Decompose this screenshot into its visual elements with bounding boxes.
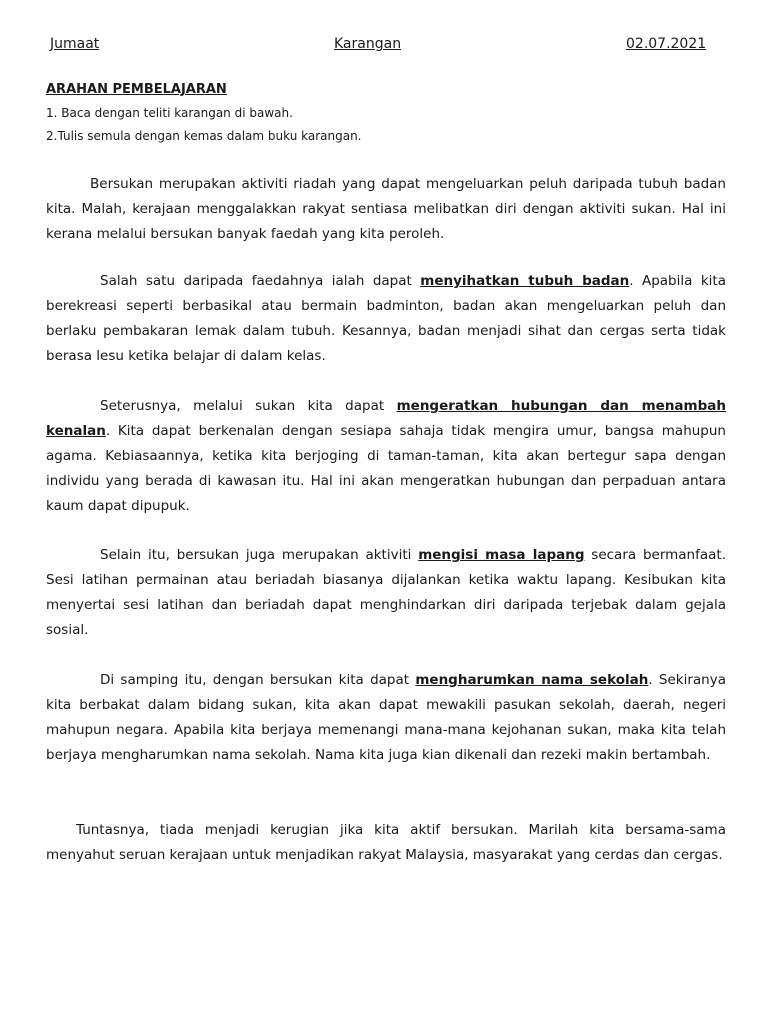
header-date: 02.07.2021 xyxy=(626,36,707,52)
paragraph-text-after: secara bermanfaat. Sesi latihan permainan atau beriadah biasanya dijalankan ketika waktu lapang. Kesibukan kita menyertai sesi latihan dan beriadah dapat menghindarkan diri daripada terjebak dalam gejala sosial. xyxy=(46,547,726,638)
essay-paragraph-school xyxy=(46,668,726,768)
essay-paragraph-leisure xyxy=(46,543,726,643)
essay-intro-paragraph: Bersukan merupakan aktiviti riadah yang dapat mengeluarkan peluh daripada tubuh badan kita. Malah, kerajaan menggalakkan rakyat sentiasa melibatkan diri dengan aktiviti sukan. Hal ini kerana melalui bersukan banyak faedah yang kita peroleh. xyxy=(46,176,726,242)
paragraph-text-before: Selain itu, bersukan juga merupakan aktiviti xyxy=(100,547,419,563)
instructions-title: ARAHAN PEMBELAJARAN xyxy=(46,82,227,97)
header-day: Jumaat xyxy=(50,36,100,52)
paragraph-text-after: . Apabila kita berekreasi seperti berbasikal atau bermain badminton, badan akan mengeluarkan peluh dan berlaku pembakaran lemak dalam tubuh. Kesannya, badan menjadi sihat dan cergas serta tidak berasa lesu ketika belajar di dalam kelas. xyxy=(46,273,726,364)
paragraph-text-before: Seterusnya, melalui sukan kita dapat xyxy=(100,398,397,414)
essay-paragraph-health xyxy=(46,269,726,369)
key-point-highlight: mengeratkan hubungan dan menambah kenalan xyxy=(46,398,726,439)
paragraph-text-before: Salah satu daripada faedahnya ialah dapat xyxy=(100,273,421,289)
paragraph-text-after: . Kita dapat berkenalan dengan sesiapa sahaja tidak mengira umur, bangsa mahupun agama. Kebiasaannya, ketika kita berjoging di taman-taman, kita akan bertegur sapa dengan individu yang berada di kawasan itu. Hal ini akan mengeratkan hubungan dan perpaduan antara kaum dapat dipupuk. xyxy=(46,423,726,514)
paragraph-text-before: Di samping itu, dengan bersukan kita dapat xyxy=(100,672,416,688)
essay-paragraph-friendship xyxy=(46,394,726,519)
paragraph-text-after: . Sekiranya kita berbakat dalam bidang sukan, kita akan dapat mewakili pasukan sekolah, daerah, negeri mahupun negara. Apabila kita berjaya memenangi mana-mana kejohanan sukan, maka kita telah berjaya mengharumkan nama sekolah. Nama kita juga kian dikenali dan rezeki makin bertambah. xyxy=(46,672,726,763)
instruction-item-2: 2.Tulis semula dengan kemas dalam buku karangan. xyxy=(46,129,362,143)
instruction-item-1: 1. Baca dengan teliti karangan di bawah. xyxy=(46,106,293,120)
key-point-highlight: mengisi masa lapang xyxy=(418,547,585,563)
essay-conclusion-paragraph: Tuntasnya, tiada menjadi kerugian jika kita aktif bersukan. Marilah kita bersama-sama menyahut seruan kerajaan untuk menjadikan rakyat Malaysia, masyarakat yang cerdas dan cergas. xyxy=(46,822,726,863)
key-point-highlight: menyihatkan tubuh badan xyxy=(420,273,630,289)
header-subject: Karangan xyxy=(334,36,402,52)
key-point-highlight: mengharumkan nama sekolah xyxy=(415,672,649,688)
